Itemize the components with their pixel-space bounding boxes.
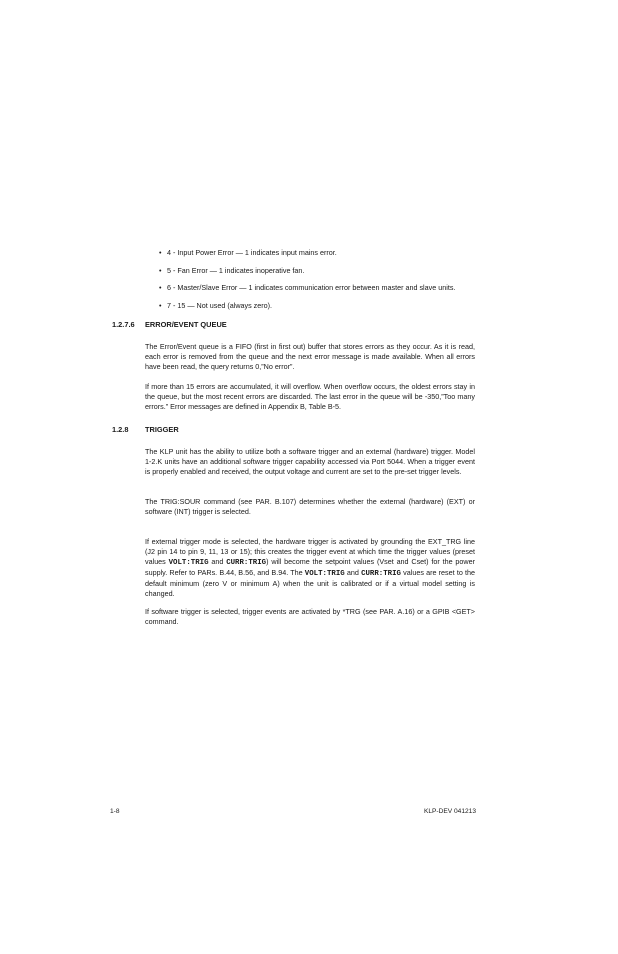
- paragraph: If external trigger mode is selected, the hardware trigger is activated by grounding the EXT_TRG line (J2 pin 14 to pin 9, 11, 13 or 15); this creates the trigger event at which time the trigger values (preset values VOLT:TRIG and CURR:TRIG) will become the setpoint values (Vset and Cset) for the power supply. Refer to PARs. B.44, B.56, and B.94. The VOLT:TRIG and CURR:TRIG values are reset to the default minimum (zero V or minimum A) when the unit is calibrated or if a virtual model setting is changed.: [145, 537, 475, 598]
- paragraph: If software trigger is selected, trigger events are activated by *TRG (see PAR. A.16) or a GPIB <GET> command.: [145, 607, 475, 626]
- paragraph: The TRIG:SOUR command (see PAR. B.107) determines whether the external (hardware) (EXT) or software (INT) trigger is selected.: [145, 497, 475, 516]
- section-number: 1.2.7.6: [112, 320, 135, 329]
- code-text: VOLT:TRIG: [168, 559, 209, 567]
- list-item: • 4 - Input Power Error — 1 indicates input mains error.: [159, 248, 337, 257]
- section-title: TRIGGER: [145, 425, 179, 434]
- list-item: • 7 - 15 — Not used (always zero).: [159, 300, 273, 310]
- code-text: VOLT:TRIG: [304, 570, 345, 578]
- code-text: CURR:TRIG: [361, 570, 401, 578]
- status-bit-list: [155, 248, 475, 318]
- paragraph: If more than 15 errors are accumulated, it will overflow. When overflow occurs, the oldest errors stay in the queue, but the most recent errors are discarded. The last error in the queue will be -350,”Too many errors.” Error messages are defined in Appendix B, Table B-5.: [145, 382, 475, 411]
- list-item: • 6 - Master/Slave Error — 1 indicates communication error between master and slave units.: [159, 283, 456, 292]
- code-text: CURR:TRIG: [226, 559, 267, 567]
- paragraph: The Error/Event queue is a FIFO (first in first out) buffer that stores errors as they occur. As it is read, each error is removed from the queue and the next error message is made available. When all errors have been read, the query returns 0,”No error”.: [145, 342, 475, 371]
- paragraph: The KLP unit has the ability to utilize both a software trigger and an external (hardware) trigger. Model 1-2.K units have an additional software trigger capability accessed via Port 5044. When a trigger event is properly enabled and received, the output voltage and current are set to the pre-set trigger levels.: [145, 447, 475, 476]
- document-id: KLP-DEV 041213: [423, 808, 476, 815]
- list-item: • 5 - Fan Error — 1 indicates inoperative fan.: [159, 265, 305, 275]
- section-number: 1.2.8: [112, 425, 129, 434]
- page-number: 1-8: [110, 808, 120, 815]
- section-title: ERROR/EVENT QUEUE: [145, 320, 227, 329]
